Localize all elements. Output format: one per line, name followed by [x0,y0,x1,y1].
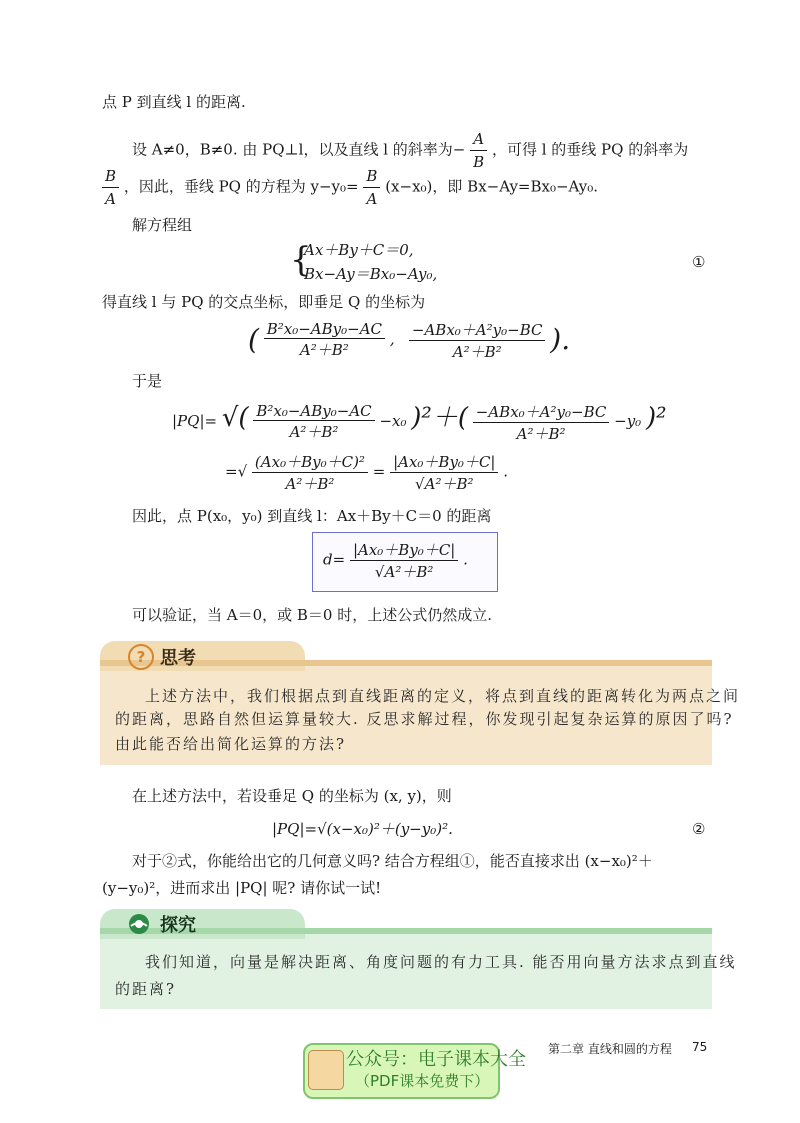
after-text-1: 在上述方法中，若设垂足 Q 的坐标为 (x, y)，则 [132,787,452,805]
question-icon: ? [128,644,154,670]
chapter-footer: 第二章 直线和圆的方程 [548,1042,672,1056]
page-number: 75 [692,1040,708,1054]
pq-frac-1 [253,402,374,442]
pq-equation: |PQ|= √( $\frac{\text{B²x₀−ABy₀−AC}}{\text{A²＋B²}}$ −x₀ )²＋( $\frac{\text{−ABx₀＋A²y₀−BC}}{\text{A²＋B²}}$ −y₀ )² [172,402,667,443]
pq-result-den: √A²＋B² [415,475,474,493]
pq-result-frac [390,451,498,494]
pq-result-num: |Ax₀＋By₀＋C| [390,451,498,473]
pq-num-2: −ABx₀＋A²y₀−BC [473,401,610,423]
d-label: d= [323,550,346,569]
perp-slope-num: B [102,165,119,188]
after-text-2: 对于②式，你能给出它的几何意义吗? 结合方程组①，能否直接求出 (x−x₀)²＋ [132,852,653,870]
explore-title: 探究 [160,915,196,936]
q-x-fraction [264,320,385,360]
book-icon [308,1050,344,1090]
eq2-label: ② [692,820,706,838]
text-line-1: 点 P 到直线 l 的距离. [102,93,246,111]
think-text-2: 的距离，思路自然但运算量较大. 反思求解过程，你发现引起复杂运算的原因了吗? [115,710,734,728]
perp-text-c: (x−x₀)，即 Bx−Ay=Bx₀−Ay₀. [385,177,599,196]
think-text-1: 上述方法中，我们根据点到直线距离的定义，将点到直线的距离转化为两点之间 [145,687,741,705]
q-x-den: A²＋B² [299,341,349,359]
perp-text-a: ，因此，垂线 PQ 的方程为 y−y₀= [123,177,359,196]
perp-eq-den: A [366,190,378,208]
distance-formula: d= $\frac{\text{|Ax₀＋By₀＋C|}}{\text{√A²＋B²}}$ . [323,541,468,581]
system-eq-1: Ax＋By＋C＝0, [304,241,414,259]
pq-simplified-num: (Ax₀＋By₀＋C)² [252,451,368,473]
d-den: √A²＋B² [374,563,434,581]
verify-text: 可以验证，当 A＝0，或 B＝0 时，上述公式仍然成立. [132,606,493,624]
pq-simplified: =√ $\frac{\text{(Ax₀＋By₀＋C)²}}{\text{A²＋B²}}$ = $\frac{\text{|Ax₀＋By₀＋C|}}{\text{√A²＋B²}}$ . [225,453,509,493]
d-fraction [350,539,458,582]
perp-eq-fraction [363,165,380,210]
pq-label: |PQ|= [172,412,218,430]
pq-den-1: A²＋B² [289,423,339,441]
system-brace: { [290,240,312,280]
distance-text: 因此，点 P(x₀，y₀) 到直线 l：Ax＋By＋C＝0 的距离 [132,507,492,525]
text-line-3 [102,165,598,210]
q-y-fraction [409,319,546,362]
explore-text-1: 我们知道，向量是解决距离、角度问题的有力工具. 能否用向量方法求点到直线 [145,953,737,971]
pq-simplified-eq: = [372,462,386,481]
pq-frac-2 [473,401,610,444]
explore-icon [127,912,151,936]
pq-simplified-frac [252,451,368,494]
solve-label: 解方程组 [132,216,193,234]
pq-minus-1: −x₀ [379,412,407,430]
slope-den: B [473,153,485,171]
therefore-label: 于是 [132,372,163,390]
eq1-label: ① [692,253,706,271]
pq-simplified-den: A²＋B² [285,475,335,493]
slope-text-a: 设 A≠0，B≠0. 由 PQ⊥l，以及直线 l 的斜率为− [132,140,466,159]
stamp-line-1: 公众号：电子课本大全 [346,1049,526,1070]
slope-num: A [470,128,487,151]
eq2: |PQ|=√(x−x₀)²＋(y−y₀)². [272,820,453,838]
q-y-num: −ABx₀＋A²y₀−BC [409,319,546,341]
slope-text-b: ，可得 l 的垂线 PQ 的斜率为 [491,140,689,159]
perp-slope-den: A [105,190,116,208]
system-eq-2: Bx−Ay＝Bx₀−Ay₀, [304,265,438,283]
stamp-line-2: （PDF课本免费下） [355,1072,490,1090]
foot-text: 得直线 l 与 PQ 的交点坐标，即垂足 Q 的坐标为 [102,293,426,311]
explore-text-2: 的距离? [115,980,177,998]
think-text-3: 由此能否给出简化运算的方法? [115,735,347,753]
d-num: |Ax₀＋By₀＋C| [350,539,458,561]
perp-slope-fraction [102,165,119,210]
pq-den-2: A²＋B² [516,424,566,443]
pq-minus-2: −y₀ [614,412,642,430]
after-text-3: (y−y₀)²，进而求出 |PQ| 呢? 请你试一试! [102,879,382,897]
q-coordinates: ( $\frac{\text{B²x₀−ABy₀−AC}}{\text{A²＋B²}}$ , $\frac{\text{−ABx₀＋A²y₀−BC}}{\text{A²＋B²}}$ ). [248,320,571,361]
q-x-num: B²x₀−ABy₀−AC [264,320,385,339]
q-y-den: A²＋B² [452,342,502,361]
pq-num-1: B²x₀−ABy₀−AC [253,402,374,421]
perp-eq-num: B [363,165,380,188]
think-title: 思考 [160,648,196,669]
